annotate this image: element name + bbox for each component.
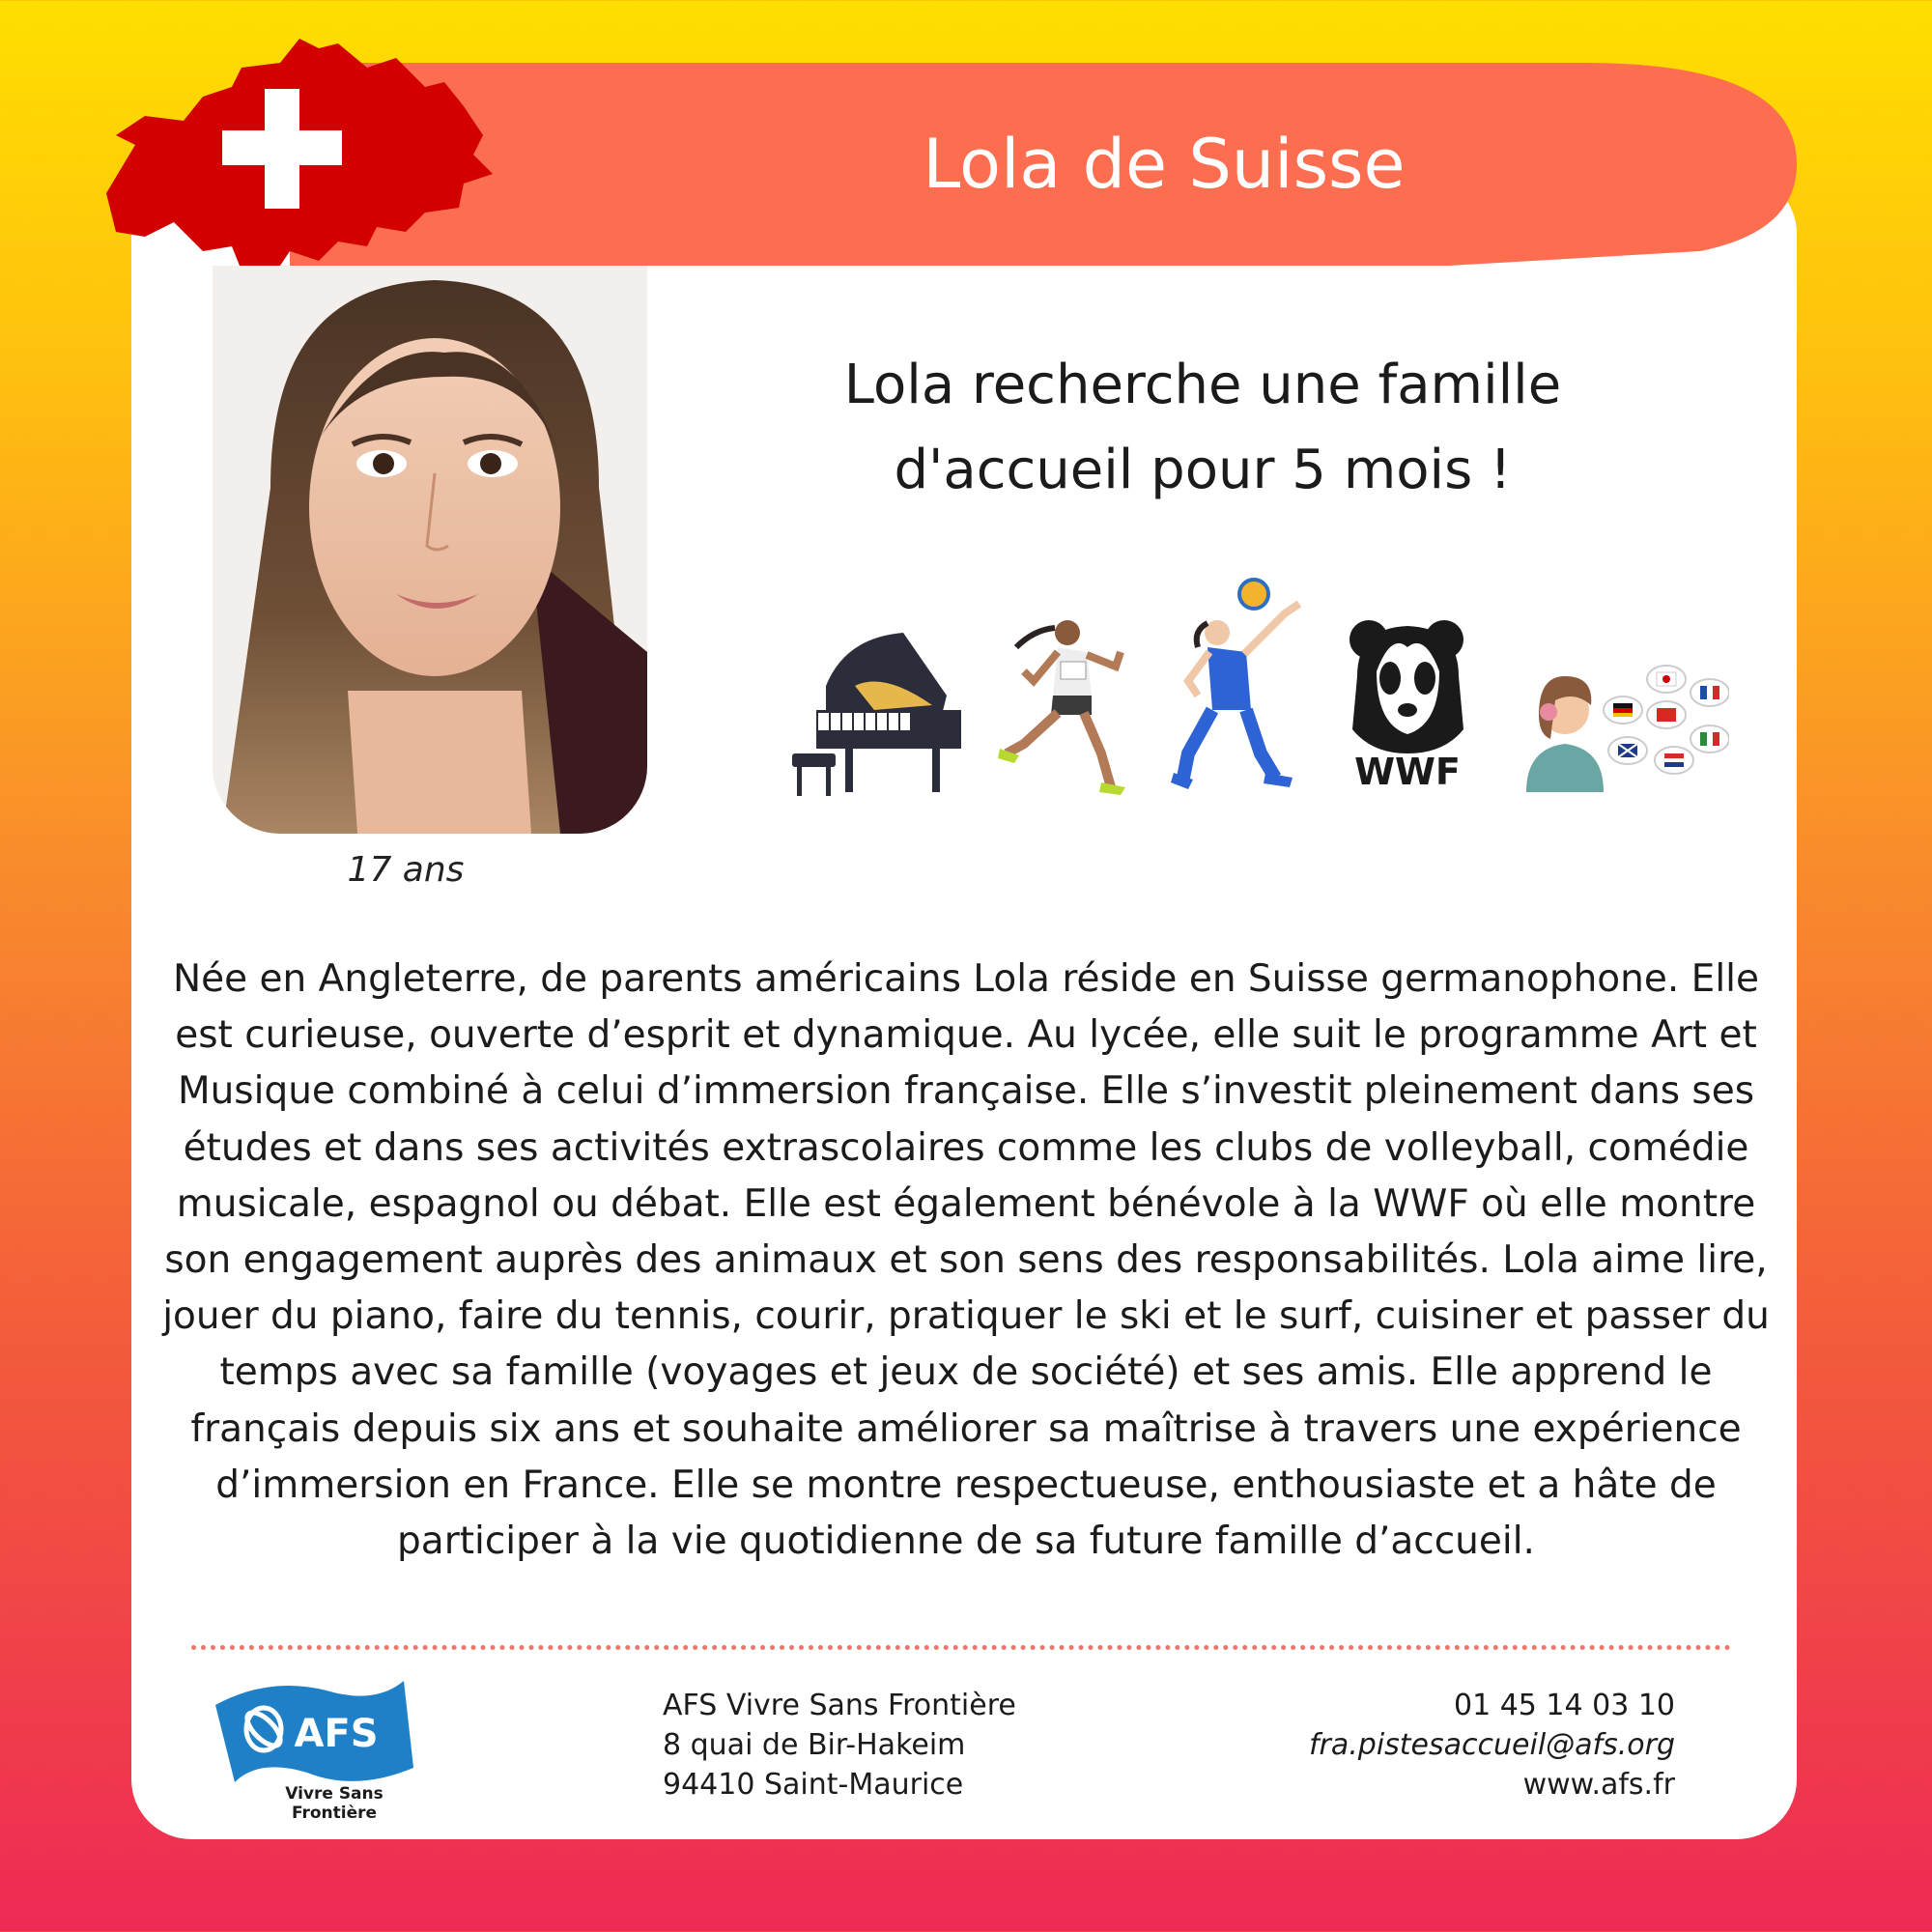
wwf-panda-logo — [1348, 618, 1468, 792]
running-icon — [995, 609, 1140, 802]
age-label: 17 ans — [347, 850, 465, 890]
headline-line-1: Lola recherche une famille — [843, 354, 1562, 416]
street: 8 quai de Bir-Hakeim — [663, 1728, 966, 1762]
volleyball-icon — [1169, 575, 1314, 802]
headline — [696, 343, 1710, 513]
email-link[interactable]: fra.pistesaccueil@afs.org — [1308, 1728, 1675, 1762]
page-title: Lola de Suisse — [923, 125, 1406, 204]
city: 94410 Saint-Maurice — [663, 1768, 964, 1802]
contact-block — [1095, 1686, 1675, 1804]
afs-logo — [211, 1671, 415, 1824]
profile-photo — [213, 266, 647, 834]
headline-line-2: d'accueil pour 5 mois ! — [894, 439, 1512, 501]
wwf-logo-text: WWF — [1354, 751, 1461, 792]
afs-logo-subtitle-2: Frontière — [291, 1804, 378, 1823]
afs-logo-text: AFS — [294, 1712, 379, 1756]
bio-text: Née en Angleterre, de parents américains Lola réside en Suisse germanophone. Elle est curieuse, ouverte d’esprit et dynamique. Au lycée, elle suit le programme Art et Musique combiné à celui d’immersion française. Elle s’investit pleinement dans ses études et dans ses activités extrascolaires comme les clubs de volleyball, comédie musicale, espagnol ou débat. Elle est également bénévole à la WWF où elle montre son engagement auprès des animaux et son sens des responsabilités. Lola aime lire, jouer du piano, faire du tennis, courir, pratiquer le ski et le surf, cuisiner et passer du temps avec sa famille (voyages et jeux de société) et ses amis. Elle apprend le français depuis six ans et souhaite améliorer sa maîtrise à travers une expérience d’immersion en France. Elle se montre respectueuse, enthousiaste et a hâte de participer à la vie quotidienne de sa future famille d’accueil. — [162, 957, 1770, 1564]
languages-icon — [1521, 662, 1729, 792]
phone-number: 01 45 14 03 10 — [1453, 1689, 1675, 1722]
address-block — [663, 1686, 1165, 1804]
piano-icon — [787, 628, 971, 802]
afs-logo-subtitle-1: Vivre Sans — [285, 1784, 384, 1804]
website-link[interactable]: www.afs.fr — [1522, 1768, 1675, 1802]
switzerland-map-flag-icon — [77, 29, 502, 299]
org-name: AFS Vivre Sans Frontière — [663, 1689, 1016, 1722]
divider — [191, 1645, 1731, 1650]
